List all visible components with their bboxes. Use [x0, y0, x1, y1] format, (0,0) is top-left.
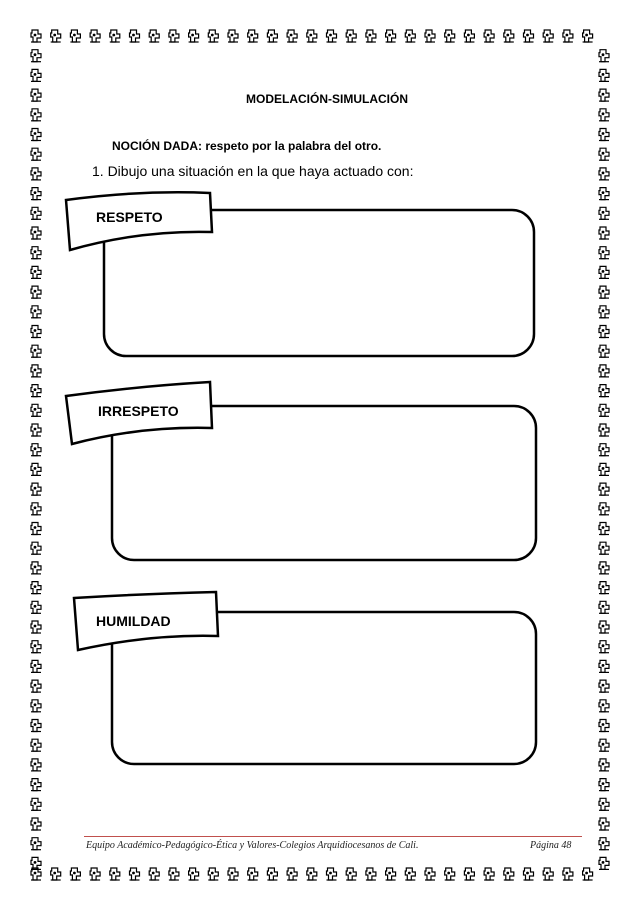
activity-block-irrespeto [66, 382, 536, 560]
footer-divider [84, 836, 582, 837]
notion-statement: NOCIÓN DADA: respeto por la palabra del otro. [112, 139, 382, 153]
label-irrespeto: IRRESPETO [98, 403, 179, 419]
activity-block-humildad [74, 592, 536, 764]
label-humildad: HUMILDAD [96, 613, 171, 629]
page-title: MODELACIÓN-SIMULACIÓN [246, 92, 408, 106]
footer-page-number: Página 48 [530, 840, 572, 851]
label-respeto: RESPETO [96, 209, 163, 225]
footer-credits: Equipo Académico-Pedagógico-Ética y Valores-Colegios Arquidiocesanos de Cali. [86, 840, 419, 851]
activity-block-respeto [66, 192, 534, 356]
instruction-text: 1. Dibujo una situación en la que haya actuado con: [92, 163, 414, 179]
